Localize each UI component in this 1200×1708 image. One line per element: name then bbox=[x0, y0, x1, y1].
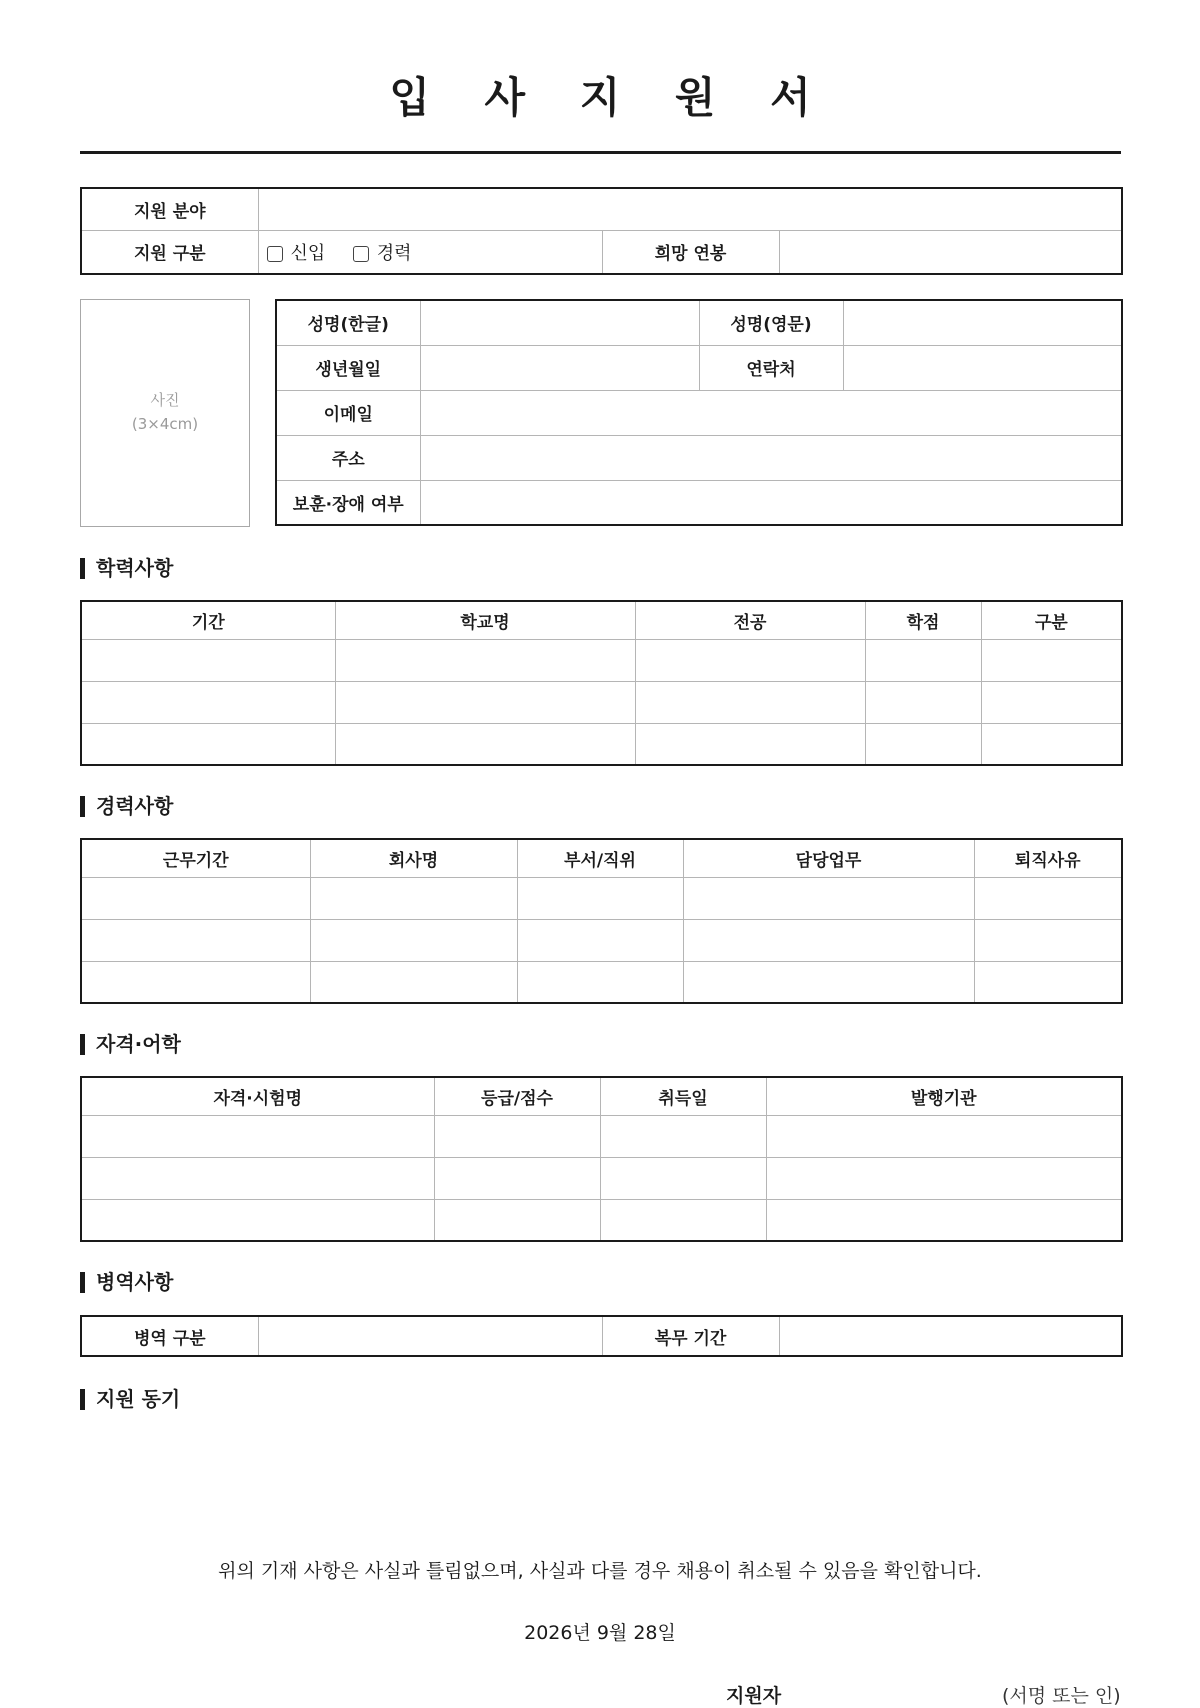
option-experienced-label: 경력 bbox=[376, 242, 412, 264]
application-type-label: 지원 구분 bbox=[81, 230, 258, 274]
education-col-gpa: 학점 bbox=[865, 601, 981, 639]
certificates-cell[interactable] bbox=[434, 1115, 600, 1157]
certificates-cell[interactable] bbox=[600, 1157, 766, 1199]
email-input[interactable] bbox=[420, 390, 1122, 435]
name-english-input[interactable] bbox=[843, 300, 1122, 345]
service-period-input[interactable] bbox=[779, 1316, 1122, 1356]
photo-placeholder[interactable] bbox=[80, 299, 250, 527]
checkbox-new-hire[interactable] bbox=[267, 246, 283, 262]
education-cell[interactable] bbox=[81, 639, 335, 681]
military-heading: 병역사항 bbox=[80, 1269, 173, 1295]
career-cell[interactable] bbox=[683, 961, 974, 1003]
career-rows bbox=[81, 877, 1122, 1003]
option-new-hire-label: 신입 bbox=[290, 242, 326, 264]
personal-info-table bbox=[275, 299, 1123, 526]
certificates-cell[interactable] bbox=[81, 1115, 434, 1157]
document-title: 입 사 지 원 서 bbox=[389, 73, 831, 122]
military-type-label: 병역 구분 bbox=[81, 1316, 258, 1356]
education-cell[interactable] bbox=[865, 681, 981, 723]
career-cell[interactable] bbox=[517, 961, 683, 1003]
education-cell[interactable] bbox=[81, 723, 335, 765]
certificates-cell[interactable] bbox=[81, 1199, 434, 1241]
military-type-input[interactable] bbox=[258, 1316, 602, 1356]
certificates-row bbox=[81, 1157, 1122, 1199]
career-row bbox=[81, 919, 1122, 961]
career-cell[interactable] bbox=[81, 919, 310, 961]
pledge-statement: 위의 기재 사항은 사실과 틀림없으며, 사실과 다를 경우 채용이 취소될 수 있음을 확인합니다. bbox=[218, 1560, 982, 1582]
education-cell[interactable] bbox=[335, 639, 635, 681]
career-cell[interactable] bbox=[310, 877, 517, 919]
certificates-cell[interactable] bbox=[434, 1157, 600, 1199]
certificates-row bbox=[81, 1199, 1122, 1241]
desired-salary-input[interactable] bbox=[779, 230, 1122, 274]
certificates-col-score: 등급/점수 bbox=[434, 1077, 600, 1115]
photo-label: 사진 bbox=[150, 391, 180, 409]
education-col-type: 구분 bbox=[981, 601, 1122, 639]
certificates-row bbox=[81, 1115, 1122, 1157]
signer-label: 지원자 bbox=[726, 1685, 782, 1707]
motivation-heading: 지원 동기 bbox=[80, 1386, 180, 1412]
checkbox-experienced[interactable] bbox=[353, 246, 369, 262]
career-cell[interactable] bbox=[974, 919, 1122, 961]
certificates-cell[interactable] bbox=[81, 1157, 434, 1199]
education-cell[interactable] bbox=[981, 639, 1122, 681]
career-cell[interactable] bbox=[974, 877, 1122, 919]
career-col-period: 근무기간 bbox=[81, 839, 310, 877]
education-cell[interactable] bbox=[865, 639, 981, 681]
address-label: 주소 bbox=[276, 435, 420, 480]
certificates-cell[interactable] bbox=[766, 1157, 1122, 1199]
education-cell[interactable] bbox=[635, 681, 865, 723]
career-cell[interactable] bbox=[683, 877, 974, 919]
certificates-cell[interactable] bbox=[766, 1199, 1122, 1241]
certificates-heading: 자격·어학 bbox=[80, 1031, 181, 1057]
service-period-label: 복무 기간 bbox=[602, 1316, 779, 1356]
career-cell[interactable] bbox=[517, 877, 683, 919]
application-field-label: 지원 분야 bbox=[81, 188, 258, 230]
career-cell[interactable] bbox=[81, 961, 310, 1003]
desired-salary-label: 희망 연봉 bbox=[602, 230, 779, 274]
application-field-input[interactable] bbox=[258, 188, 1122, 230]
education-col-period: 기간 bbox=[81, 601, 335, 639]
education-cell[interactable] bbox=[635, 723, 865, 765]
contact-input[interactable] bbox=[843, 345, 1122, 390]
motivation-text-area[interactable] bbox=[80, 1420, 1121, 1530]
education-rows bbox=[81, 639, 1122, 765]
career-col-duties: 담당업무 bbox=[683, 839, 974, 877]
address-input[interactable] bbox=[420, 435, 1122, 480]
education-row bbox=[81, 723, 1122, 765]
career-col-leave-reason: 퇴직사유 bbox=[974, 839, 1122, 877]
education-cell[interactable] bbox=[335, 681, 635, 723]
certificates-col-name: 자격·시험명 bbox=[81, 1077, 434, 1115]
career-cell[interactable] bbox=[310, 961, 517, 1003]
career-col-company: 회사명 bbox=[310, 839, 517, 877]
signature-date: 2026년 9월 28일 bbox=[524, 1622, 676, 1644]
signature-note: (서명 또는 인) bbox=[1002, 1685, 1121, 1707]
education-table bbox=[80, 600, 1123, 766]
application-type-options bbox=[258, 230, 602, 274]
career-row bbox=[81, 877, 1122, 919]
education-cell[interactable] bbox=[635, 639, 865, 681]
certificates-cell[interactable] bbox=[766, 1115, 1122, 1157]
application-table bbox=[80, 187, 1123, 275]
contact-label: 연락처 bbox=[699, 345, 843, 390]
birth-date-label: 생년월일 bbox=[276, 345, 420, 390]
education-cell[interactable] bbox=[865, 723, 981, 765]
education-col-school: 학교명 bbox=[335, 601, 635, 639]
certificates-col-date: 취득일 bbox=[600, 1077, 766, 1115]
certificates-cell[interactable] bbox=[600, 1115, 766, 1157]
name-korean-label: 성명(한글) bbox=[276, 300, 420, 345]
veteran-disability-input[interactable] bbox=[420, 480, 1122, 525]
education-cell[interactable] bbox=[81, 681, 335, 723]
email-label: 이메일 bbox=[276, 390, 420, 435]
career-table bbox=[80, 838, 1123, 1004]
title-divider bbox=[80, 151, 1121, 154]
certificates-cell[interactable] bbox=[600, 1199, 766, 1241]
certificates-table bbox=[80, 1076, 1123, 1242]
veteran-disability-label: 보훈·장애 여부 bbox=[276, 480, 420, 525]
career-cell[interactable] bbox=[81, 877, 310, 919]
education-cell[interactable] bbox=[335, 723, 635, 765]
education-cell[interactable] bbox=[981, 723, 1122, 765]
name-korean-input[interactable] bbox=[420, 300, 699, 345]
career-cell[interactable] bbox=[974, 961, 1122, 1003]
career-cell[interactable] bbox=[683, 919, 974, 961]
option-experienced[interactable] bbox=[353, 239, 412, 265]
education-cell[interactable] bbox=[981, 681, 1122, 723]
education-row bbox=[81, 639, 1122, 681]
career-col-position: 부서/직위 bbox=[517, 839, 683, 877]
photo-size-label: (3×4cm) bbox=[131, 415, 199, 433]
military-table bbox=[80, 1315, 1123, 1357]
education-col-major: 전공 bbox=[635, 601, 865, 639]
education-heading: 학력사항 bbox=[80, 555, 173, 581]
name-english-label: 성명(영문) bbox=[699, 300, 843, 345]
birth-date-input[interactable] bbox=[420, 345, 699, 390]
career-cell[interactable] bbox=[310, 919, 517, 961]
certificates-rows bbox=[81, 1115, 1122, 1241]
career-row bbox=[81, 961, 1122, 1003]
certificates-cell[interactable] bbox=[434, 1199, 600, 1241]
education-row bbox=[81, 681, 1122, 723]
career-heading: 경력사항 bbox=[80, 793, 173, 819]
option-new-hire[interactable] bbox=[267, 239, 326, 265]
certificates-col-issuer: 발행기관 bbox=[766, 1077, 1122, 1115]
career-cell[interactable] bbox=[517, 919, 683, 961]
